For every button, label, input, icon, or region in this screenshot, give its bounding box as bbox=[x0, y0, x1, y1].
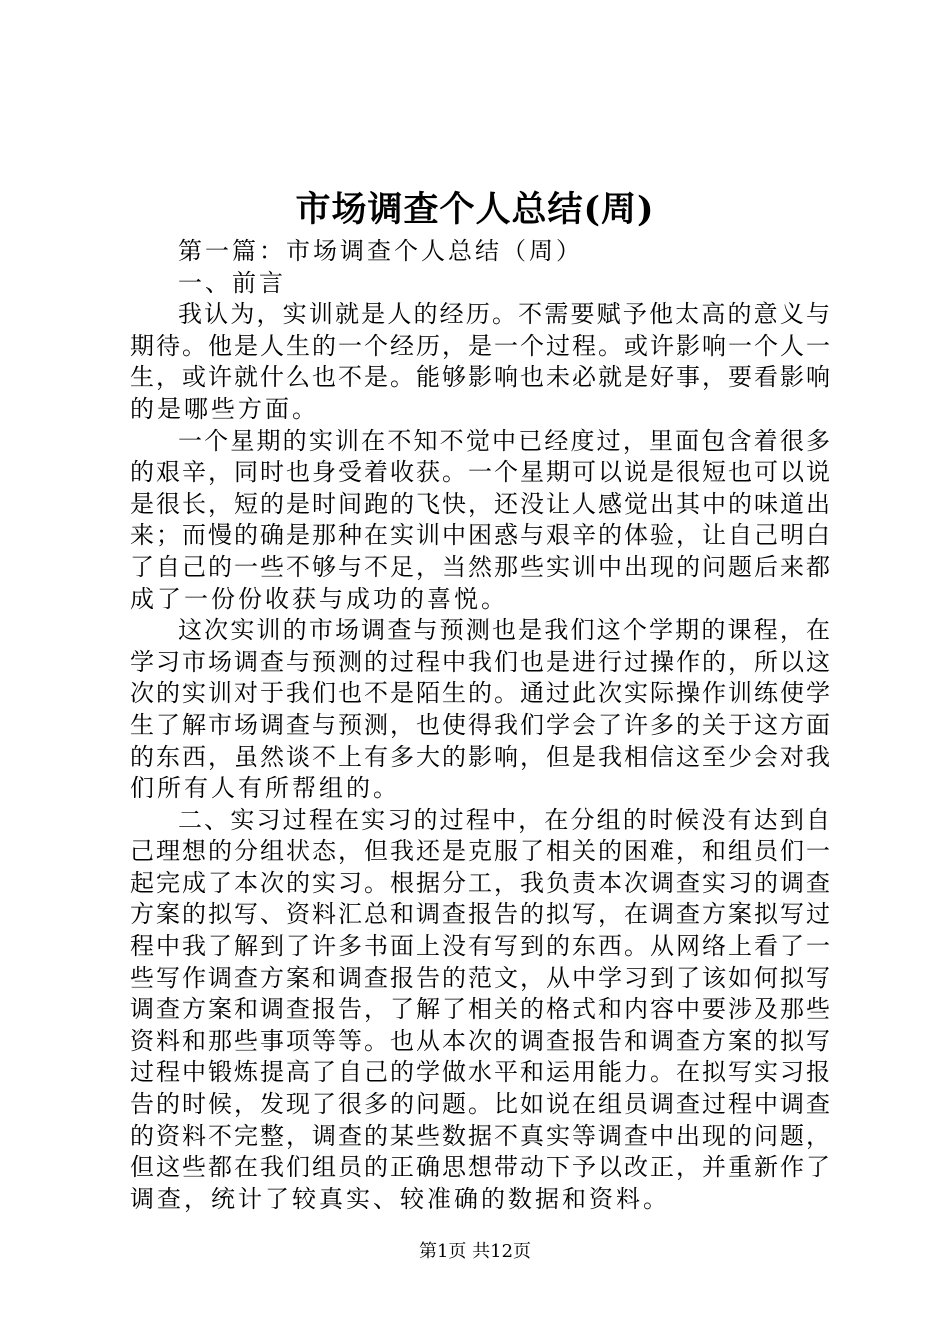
text-line: 生了解市场调查与预测，也使得我们学会了许多的关于这方面 bbox=[130, 710, 830, 739]
text-line: 们所有人有所帮组的。 bbox=[130, 774, 400, 803]
text-line: 成了一份份收获与成功的喜悦。 bbox=[130, 584, 508, 613]
document-title: 市场调查个人总结(周) bbox=[295, 189, 655, 230]
text-line: 一、前言 bbox=[178, 268, 286, 297]
text-line: 次的实训对于我们也不是陌生的。通过此次实际操作训练使学 bbox=[130, 679, 830, 708]
text-line: 过程中锻炼提高了自己的学做水平和运用能力。在拟写实习报 bbox=[130, 1058, 830, 1087]
text-line: 一个星期的实训在不知不觉中已经度过，里面包含着很多 bbox=[178, 426, 830, 455]
text-line: 的艰辛，同时也身受着收获。一个星期可以说是很短也可以说 bbox=[130, 458, 830, 487]
text-line: 了自己的一些不够与不足，当然那些实训中出现的问题后来都 bbox=[130, 552, 830, 581]
page-footer: 第1页 共12页 bbox=[418, 1241, 532, 1262]
text-line: 生，或许就什么也不是。能够影响也未必就是好事，要看影响 bbox=[130, 363, 830, 392]
text-line: 己理想的分组状态，但我还是克服了相关的困难，和组员们一 bbox=[130, 837, 830, 866]
text-line: 是很长，短的是时间跑的飞快，还没让人感觉出其中的味道出 bbox=[130, 489, 830, 518]
text-line: 第一篇：市场调查个人总结（周） bbox=[178, 237, 583, 265]
text-line: 程中我了解到了许多书面上没有写到的东西。从网络上看了一 bbox=[130, 932, 830, 961]
text-line: 期待。他是人生的一个经历，是一个过程。或许影响一个人一 bbox=[130, 331, 830, 360]
document-body bbox=[130, 236, 830, 1215]
text-line: 调查，统计了较真实、较准确的数据和资料。 bbox=[130, 1184, 670, 1213]
text-line: 的是哪些方面。 bbox=[130, 394, 319, 423]
text-line: 但这些都在我们组员的正确思想带动下予以改正，并重新作了 bbox=[130, 1153, 830, 1182]
text-line: 学习市场调查与预测的过程中我们也是进行过操作的，所以这 bbox=[130, 647, 830, 676]
text-line: 这次实训的市场调查与预测也是我们这个学期的课程，在 bbox=[178, 616, 830, 645]
text-line: 来；而慢的确是那种在实训中困惑与艰辛的体验，让自己明白 bbox=[130, 521, 830, 550]
text-line: 资料和那些事项等等。也从本次的调查报告和调查方案的拟写 bbox=[130, 1026, 830, 1055]
text-line: 起完成了本次的实习。根据分工，我负责本次调查实习的调查 bbox=[130, 868, 830, 897]
text-line: 的东西，虽然谈不上有多大的影响，但是我相信这至少会对我 bbox=[130, 742, 830, 771]
text-line: 二、实习过程在实习的过程中，在分组的时候没有达到自 bbox=[178, 805, 830, 834]
text-line: 方案的拟写、资料汇总和调查报告的拟写，在调查方案拟写过 bbox=[130, 900, 830, 929]
text-line: 我认为，实训就是人的经历。不需要赋予他太高的意义与 bbox=[178, 300, 830, 329]
text-line: 的资料不完整，调查的某些数据不真实等调查中出现的问题， bbox=[130, 1121, 830, 1150]
text-line: 调查方案和调查报告，了解了相关的格式和内容中要涉及那些 bbox=[130, 995, 830, 1024]
text-line: 告的时候，发现了很多的问题。比如说在组员调查过程中调查 bbox=[130, 1090, 830, 1119]
text-line: 些写作调查方案和调查报告的范文，从中学习到了该如何拟写 bbox=[130, 963, 830, 992]
